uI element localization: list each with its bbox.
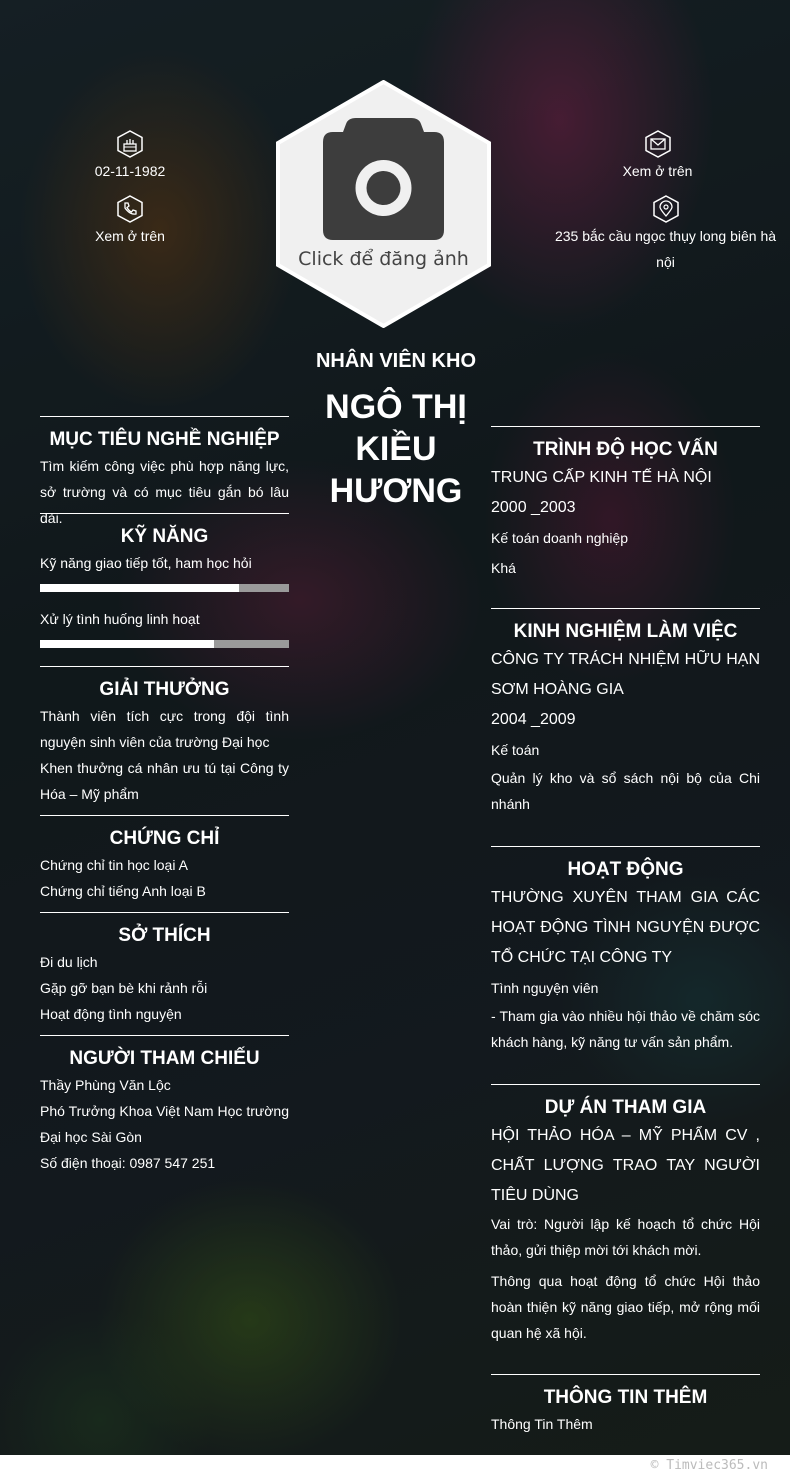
certificate-item: Chứng chỉ tin học loại A (40, 857, 188, 873)
education-title: TRÌNH ĐỘ HỌC VẤN (533, 439, 718, 460)
phone-info (70, 195, 190, 249)
job-title: NHÂN VIÊN KHO (315, 350, 476, 372)
photo-upload[interactable] (276, 80, 491, 328)
phone-icon (116, 195, 144, 223)
experience-section (491, 608, 760, 817)
award-item: Thành viên tích cực trong đội tình nguyện sinh viên của trường Đại học (40, 708, 289, 750)
project-name: HỘI THẢO HÓA – MỸ PHẨM CV , CHẤT LƯỢNG TRAO TAY NGƯỜI TIÊU DÙNG (491, 1127, 760, 1204)
education-section (491, 426, 760, 583)
skill-level-fill (40, 584, 239, 592)
certificate-item: Chứng chỉ tiếng Anh loại B (40, 883, 206, 899)
references-title: NGƯỜI THAM CHIẾU (69, 1048, 260, 1069)
education-grade: Khá (491, 560, 516, 576)
skill-label: Kỹ năng giao tiếp tốt, ham học hỏi (40, 555, 252, 571)
email-text: Xem ở trên (622, 163, 693, 179)
projects-section (491, 1084, 760, 1346)
more-info-text: Thông Tin Thêm (491, 1416, 593, 1432)
reference-item: Phó Trưởng Khoa Việt Nam Học trường Đại học Sài Gòn (40, 1103, 289, 1145)
project-role: Vai trò: Người lập kế hoạch tổ chức Hội thảo, gửi thiệp mời tới khách mời. (491, 1216, 760, 1258)
phone-text: Xem ở trên (95, 228, 165, 244)
skill-level-fill (40, 640, 214, 648)
skill-label: Xử lý tình huống linh hoạt (40, 611, 200, 627)
certificates-section (40, 815, 289, 904)
projects-title: DỰ ÁN THAM GIA (544, 1097, 707, 1118)
cake-icon (116, 130, 144, 158)
birthday-text: 02-11-1982 (94, 163, 166, 179)
more-info-title: THÔNG TIN THÊM (543, 1387, 708, 1408)
awards-section (40, 666, 289, 807)
education-school: TRUNG CẤP KINH TẾ HÀ NỘI (491, 469, 712, 486)
envelope-icon (644, 130, 672, 158)
hobbies-title: SỞ THÍCH (118, 925, 211, 946)
reference-item: Số điện thoại: 0987 547 251 (40, 1155, 216, 1171)
activity-desc: - Tham gia vào nhiều hội thảo về chăm sóc khách hàng, kỹ năng tư vấn sản phẩm. (491, 1008, 760, 1050)
address-info (553, 195, 778, 275)
reference-item: Thầy Phùng Văn Lộc (40, 1077, 171, 1093)
objective-text: Tìm kiếm công việc phù hợp năng lực, sở trường và có mục tiêu gắn bó lâu dài. (40, 458, 289, 526)
activity-name: THƯỜNG XUYÊN THAM GIA CÁC HOẠT ĐỘNG TÌNH NGUYỆN ĐƯỢC TỔ CHỨC TẠI CÔNG TY (491, 889, 760, 966)
experience-desc: Quản lý kho và sổ sách nội bộ của Chi nhánh (491, 770, 760, 812)
skills-title: KỸ NĂNG (120, 526, 209, 547)
activities-section (491, 846, 760, 1055)
experience-title: KINH NGHIỆM LÀM VIỆC (513, 621, 738, 642)
hobby-item: Hoạt động tình nguyện (40, 1006, 182, 1022)
education-major: Kế toán doanh nghiệp (491, 530, 629, 546)
project-desc: Thông qua hoạt động tổ chức Hội thảo hoàn thiện kỹ năng giao tiếp, mở rộng mối quan hệ xã hội. (491, 1273, 760, 1341)
more-info-section (491, 1374, 760, 1437)
footer (0, 1455, 800, 1481)
skill-level-bar (40, 640, 289, 648)
watermark: © Timviec365.vn (650, 1458, 768, 1473)
birthday-info (70, 130, 190, 184)
hobby-item: Gặp gỡ bạn bè khi rảnh rỗi (40, 980, 208, 996)
location-pin-icon (652, 195, 680, 223)
education-period: 2000 _2003 (491, 499, 576, 516)
activities-title: HOẠT ĐỘNG (567, 859, 684, 880)
award-item: Khen thưởng cá nhân ưu tú tại Công ty Hóa – Mỹ phẩm (40, 760, 289, 802)
hobbies-section (40, 912, 289, 1027)
skills-section (40, 513, 289, 662)
awards-title: GIẢI THƯỞNG (99, 679, 230, 700)
full-name: NGÔ THỊ KIỀU HƯƠNG (325, 388, 467, 510)
references-section (40, 1035, 289, 1176)
hobby-item: Đi du lịch (40, 954, 98, 970)
experience-position: Kế toán (491, 742, 540, 758)
objective-title: MỤC TIÊU NGHỀ NGHIỆP (49, 429, 280, 450)
email-info (600, 130, 715, 184)
photo-upload-label[interactable]: Click để đăng ảnh (298, 248, 469, 270)
address-text: 235 bắc cầu ngọc thụy long biên hà nội (554, 228, 777, 270)
experience-company: CÔNG TY TRÁCH NHIỆM HỮU HẠN SƠM HOÀNG GIA (491, 651, 760, 698)
experience-period: 2004 _2009 (491, 711, 576, 728)
certificates-title: CHỨNG CHỈ (109, 828, 220, 849)
activity-role: Tình nguyện viên (491, 980, 599, 996)
camera-icon (323, 118, 444, 240)
skill-level-bar (40, 584, 289, 592)
